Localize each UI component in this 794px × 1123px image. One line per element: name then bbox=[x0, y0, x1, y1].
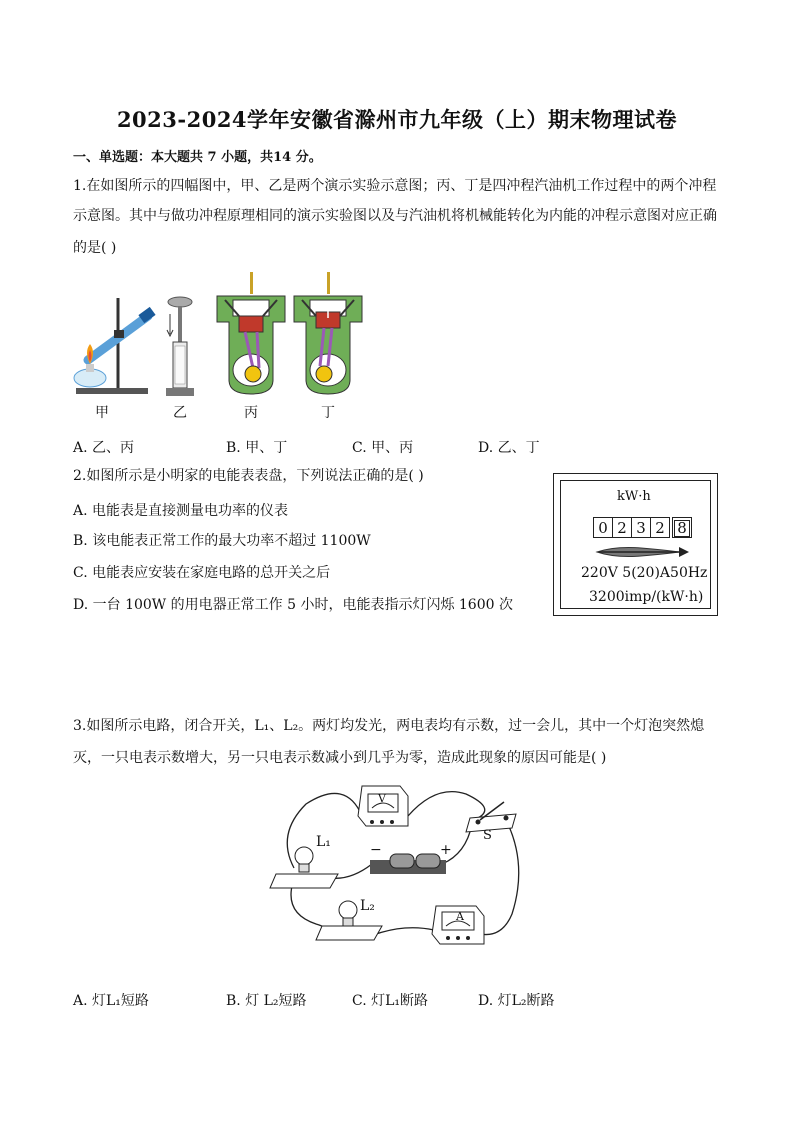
caption-bing: 丙 bbox=[244, 405, 258, 421]
meter-digits bbox=[594, 517, 692, 538]
battery-plus-label: + bbox=[440, 842, 452, 858]
q1-option-c[interactable]: C. 甲、丙 bbox=[352, 440, 414, 456]
page-title: 2023-2024学年安徽省滁州市九年级（上）期末物理试卷 bbox=[116, 107, 678, 132]
q2-option-a[interactable]: A. 电能表是直接测量电功率的仪表 bbox=[73, 503, 289, 519]
meter-indicator-arrow-icon bbox=[595, 545, 691, 559]
meter-digit: 0 bbox=[593, 517, 613, 538]
battery-minus-label: − bbox=[370, 842, 382, 858]
q1-option-a[interactable]: A. 乙、丙 bbox=[73, 440, 135, 456]
q3-option-d[interactable]: D. 灯L₂断路 bbox=[478, 993, 555, 1009]
q3-option-b[interactable]: B. 灯 L₂短路 bbox=[226, 993, 307, 1009]
ammeter-label: A bbox=[456, 910, 464, 923]
figure-bing bbox=[213, 270, 289, 402]
meter-inner-frame bbox=[560, 480, 711, 609]
voltmeter-label: V bbox=[378, 792, 386, 805]
switch-label: S bbox=[483, 828, 492, 843]
meter-digit: 3 bbox=[631, 517, 651, 538]
figure-yi bbox=[158, 294, 204, 402]
meter-spec: 220V 5(20)A50Hz bbox=[581, 565, 708, 581]
lamp-l2-label: L₂ bbox=[360, 898, 375, 914]
q3-stem-line2: 灭，一只电表示数增大，另一只电表示数减小到几乎为零，造成此现象的原因可能是( ) bbox=[73, 750, 607, 766]
caption-ding: 丁 bbox=[321, 405, 335, 421]
q1-stem-line2: 示意图。其中与做功冲程原理相同的演示实验图以及与汽油机将机械能转化为内能的冲程示意图对应正确 bbox=[73, 208, 717, 224]
meter-digit: 2 bbox=[612, 517, 632, 538]
energy-meter-dial bbox=[553, 473, 718, 616]
q2-option-d[interactable]: D. 一台 100W 的用电器正常工作 5 小时，电能表指示灯闪烁 1600 次 bbox=[73, 597, 513, 613]
q2-option-c[interactable]: C. 电能表应安装在家庭电路的总开关之后 bbox=[73, 565, 331, 581]
q3-option-a[interactable]: A. 灯L₁短路 bbox=[73, 993, 149, 1009]
q1-option-d[interactable]: D. 乙、丁 bbox=[478, 440, 540, 456]
q3-stem-line1: 3.如图所示电路，闭合开关，L₁、L₂。两灯均发光，两电表均有示数，过一会儿，其中一个灯泡突然熄 bbox=[73, 718, 705, 734]
q1-stem-line3: 的是( ) bbox=[73, 240, 117, 256]
q3-option-c[interactable]: C. 灯L₁断路 bbox=[352, 993, 429, 1009]
meter-digit: 2 bbox=[650, 517, 670, 538]
caption-jia: 甲 bbox=[95, 405, 109, 421]
q2-option-b[interactable]: B. 该电能表正常工作的最大功率不超过 1100W bbox=[73, 533, 371, 549]
meter-digit-decimal: 8 bbox=[672, 517, 692, 538]
q1-option-b[interactable]: B. 甲、丁 bbox=[226, 440, 288, 456]
q1-stem-line1: 1.在如图所示的四幅图中，甲、乙是两个演示实验示意图；丙、丁是四冲程汽油机工作过程中的两个冲程 bbox=[73, 178, 717, 194]
figure-jia bbox=[68, 290, 168, 402]
figure-ding bbox=[290, 270, 366, 402]
section-heading: 一、单选题：本大题共 7 小题，共14 分。 bbox=[73, 150, 322, 165]
caption-yi: 乙 bbox=[173, 405, 187, 421]
circuit-figure bbox=[266, 774, 528, 958]
meter-imp: 3200imp/(kW·h) bbox=[589, 589, 704, 605]
q2-stem: 2.如图所示是小明家的电能表表盘，下列说法正确的是( ) bbox=[73, 468, 424, 484]
lamp-l1-label: L₁ bbox=[316, 834, 331, 850]
meter-unit: kW·h bbox=[617, 489, 651, 504]
